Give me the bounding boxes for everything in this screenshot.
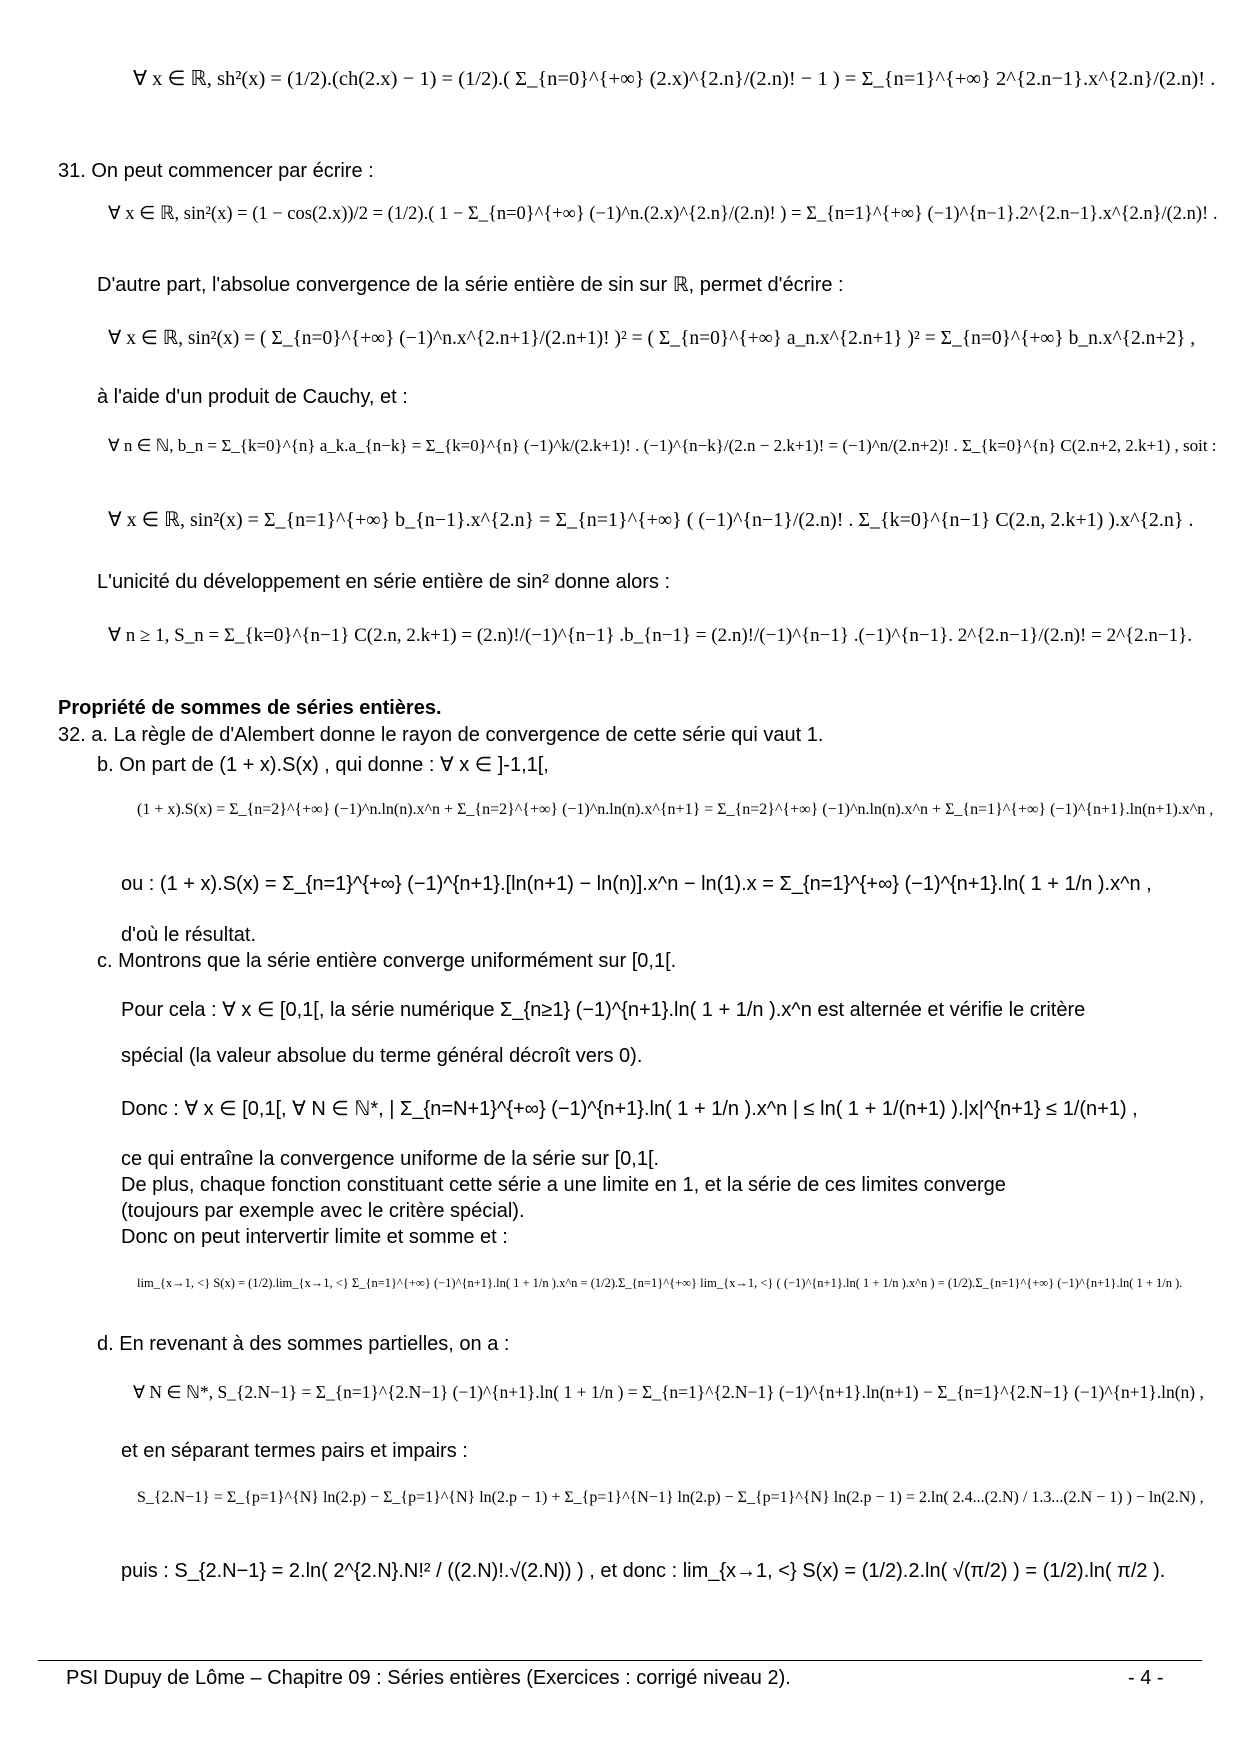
line-final-limit: puis : S_{2.N−1} = 2.ln( 2^{2.N}.N!² / ((2.N)!.√(2.N)) ) , et donc : lim_{x→1, <} S(x) = (1/2).2.ln( √(π/2) ) = (1/2).ln( π/2 ). — [121, 1560, 1166, 1582]
line-sin2-square: ∀ x ∈ ℝ, sin²(x) = ( Σ_{n=0}^{+∞} (−1)^n.x^{2.n+1}/(2.n+1)! )² = ( Σ_{n=0}^{+∞} a_n.x^{2.n+1} )² = Σ_{n=0}^{+∞} b_n.x^{2.n+2} , — [108, 328, 1196, 349]
exercise-32b: b. On part de (1 + x).S(x) , qui donne : ∀ x ∈ ]-1,1[, — [97, 754, 549, 776]
text-special: spécial (la valeur absolue du terme général décroît vers 0). — [121, 1045, 643, 1067]
footer-title: PSI Dupuy de Lôme – Chapitre 09 : Séries entières (Exercices : corrigé niveau 2). — [66, 1667, 791, 1689]
line-sin2-cos: ∀ x ∈ ℝ, sin²(x) = (1 − cos(2.x))/2 = (1/2).( 1 − Σ_{n=0}^{+∞} (−1)^n.(2.x)^{2.n}/(2.n)! ) = Σ_{n=1}^{+∞} (−1)^{n−1}.2^{2.n−1}.x^{2.n}/(2.n)! . — [108, 204, 1218, 224]
text-pour-cela: Pour cela : ∀ x ∈ [0,1[, la série numérique Σ_{n≥1} (−1)^{n+1}.ln( 1 + 1/n ).x^n est alternée et vérifie le critère — [121, 999, 1086, 1021]
text-pairs-impairs: et en séparant termes pairs et impairs : — [121, 1440, 468, 1462]
line-sin2-bn: ∀ x ∈ ℝ, sin²(x) = Σ_{n=1}^{+∞} b_{n−1}.x^{2.n} = Σ_{n=1}^{+∞} ( (−1)^{n−1}/(2.n)! . Σ_{k=0}^{n−1} C(2.n, 2.k+1) ).x^{2.n} . — [108, 509, 1194, 531]
footer-rule — [38, 1660, 1202, 1661]
text-intervertir: Donc on peut intervertir limite et somme et : — [121, 1226, 508, 1248]
exercise-32c: c. Montrons que la série entière converge uniformément sur [0,1[. — [97, 950, 677, 972]
text-de-plus: De plus, chaque fonction constituant cette série a une limite en 1, et la série de ces limites converge — [121, 1174, 1006, 1196]
line-bn-formula: ∀ n ∈ ℕ, b_n = Σ_{k=0}^{n} a_k.a_{n−k} = Σ_{k=0}^{n} (−1)^k/(2.k+1)! . (−1)^{n−k}/(2.n − 2.k+1)! = (−1)^n/(2.n+2)! . Σ_{k=0}^{n} C(2.n+2, 2.k+1) , soit : — [108, 436, 1217, 455]
exercise-31-intro: 31. On peut commencer par écrire : — [58, 160, 374, 182]
line-1plusx-S-result: ou : (1 + x).S(x) = Σ_{n=1}^{+∞} (−1)^{n+1}.[ln(n+1) − ln(n)].x^n − ln(1).x = Σ_{n=1}^{+∞} (−1)^{n+1}.ln( 1 + 1/n ).x^n , — [121, 873, 1152, 895]
line-sh2-identity: ∀ x ∈ ℝ, sh²(x) = (1/2).(ch(2.x) − 1) = (1/2).( Σ_{n=0}^{+∞} (2.x)^{2.n}/(2.n)! − 1 ) = Σ_{n=1}^{+∞} 2^{2.n−1}.x^{2.n}/(2.n)! . — [133, 68, 1216, 90]
section-heading: Propriété de sommes de séries entières. — [58, 697, 442, 719]
text-toujours: (toujours par exemple avec le critère spécial). — [121, 1200, 525, 1222]
page-number: - 4 - — [1128, 1667, 1164, 1689]
line-partial-sums: ∀ N ∈ ℕ*, S_{2.N−1} = Σ_{n=1}^{2.N−1} (−1)^{n+1}.ln( 1 + 1/n ) = Σ_{n=1}^{2.N−1} (−1)^{n+1}.ln(n+1) − Σ_{n=1}^{2.N−1} (−1)^{n+1}.ln(n) , — [133, 1382, 1204, 1402]
line-1plusx-S-expand: (1 + x).S(x) = Σ_{n=2}^{+∞} (−1)^n.ln(n).x^n + Σ_{n=2}^{+∞} (−1)^n.ln(n).x^{n+1} = Σ_{n=2}^{+∞} (−1)^n.ln(n).x^n + Σ_{n=1}^{+∞} (−1)^{n+1}.ln(n+1).x^n , — [137, 801, 1214, 818]
line-Sn-result: ∀ n ≥ 1, S_n = Σ_{k=0}^{n−1} C(2.n, 2.k+1) = (2.n)!/(−1)^{n−1} .b_{n−1} = (2.n)!/(−1)^{n−1} .(−1)^{n−1}. 2^{2.n−1}/(2.n)! = 2^{2.n−1}. — [108, 625, 1192, 646]
text-uniform-convergence: ce qui entraîne la convergence uniforme de la série sur [0,1[. — [121, 1148, 660, 1170]
line-limit-interchange: lim_{x→1, <} S(x) = (1/2).lim_{x→1, <} Σ_{n=1}^{+∞} (−1)^{n+1}.ln( 1 + 1/n ).x^n = (1/2).Σ_{n=1}^{+∞} lim_{x→1, <} ( (−1)^{n+1}.ln( 1 + 1/n ).x^n ) = (1/2).Σ_{n=1}^{+∞} (−1)^{n+1}.ln( 1 + 1/n ). — [137, 1276, 1183, 1290]
text-uniqueness: L'unicité du développement en série entière de sin² donne alors : — [97, 571, 671, 593]
line-S2N-split: S_{2.N−1} = Σ_{p=1}^{N} ln(2.p) − Σ_{p=1}^{N} ln(2.p − 1) + Σ_{p=1}^{N−1} ln(2.p) − Σ_{p=1}^{N} ln(2.p − 1) = 2.ln( 2.4...(2.N) / 1.3...(2.N − 1) ) − ln(2.N) , — [137, 1489, 1204, 1506]
text-donc-bound: Donc : ∀ x ∈ [0,1[, ∀ N ∈ ℕ*, | Σ_{n=N+1}^{+∞} (−1)^{n+1}.ln( 1 + 1/n ).x^n | ≤ ln( 1 + 1/(n+1) ).|x|^{n+1} ≤ 1/(n+1) , — [121, 1098, 1138, 1120]
exercise-32a: 32. a. La règle de d'Alembert donne le rayon de convergence de cette série qui vaut 1. — [58, 724, 824, 746]
text-do-le-resultat: d'où le résultat. — [121, 924, 257, 946]
exercise-32d: d. En revenant à des sommes partielles, on a : — [97, 1333, 510, 1355]
text-cauchy-product: à l'aide d'un produit de Cauchy, et : — [97, 386, 408, 408]
text-absolute-convergence: D'autre part, l'absolue convergence de la série entière de sin sur ℝ, permet d'écrire : — [97, 274, 844, 296]
